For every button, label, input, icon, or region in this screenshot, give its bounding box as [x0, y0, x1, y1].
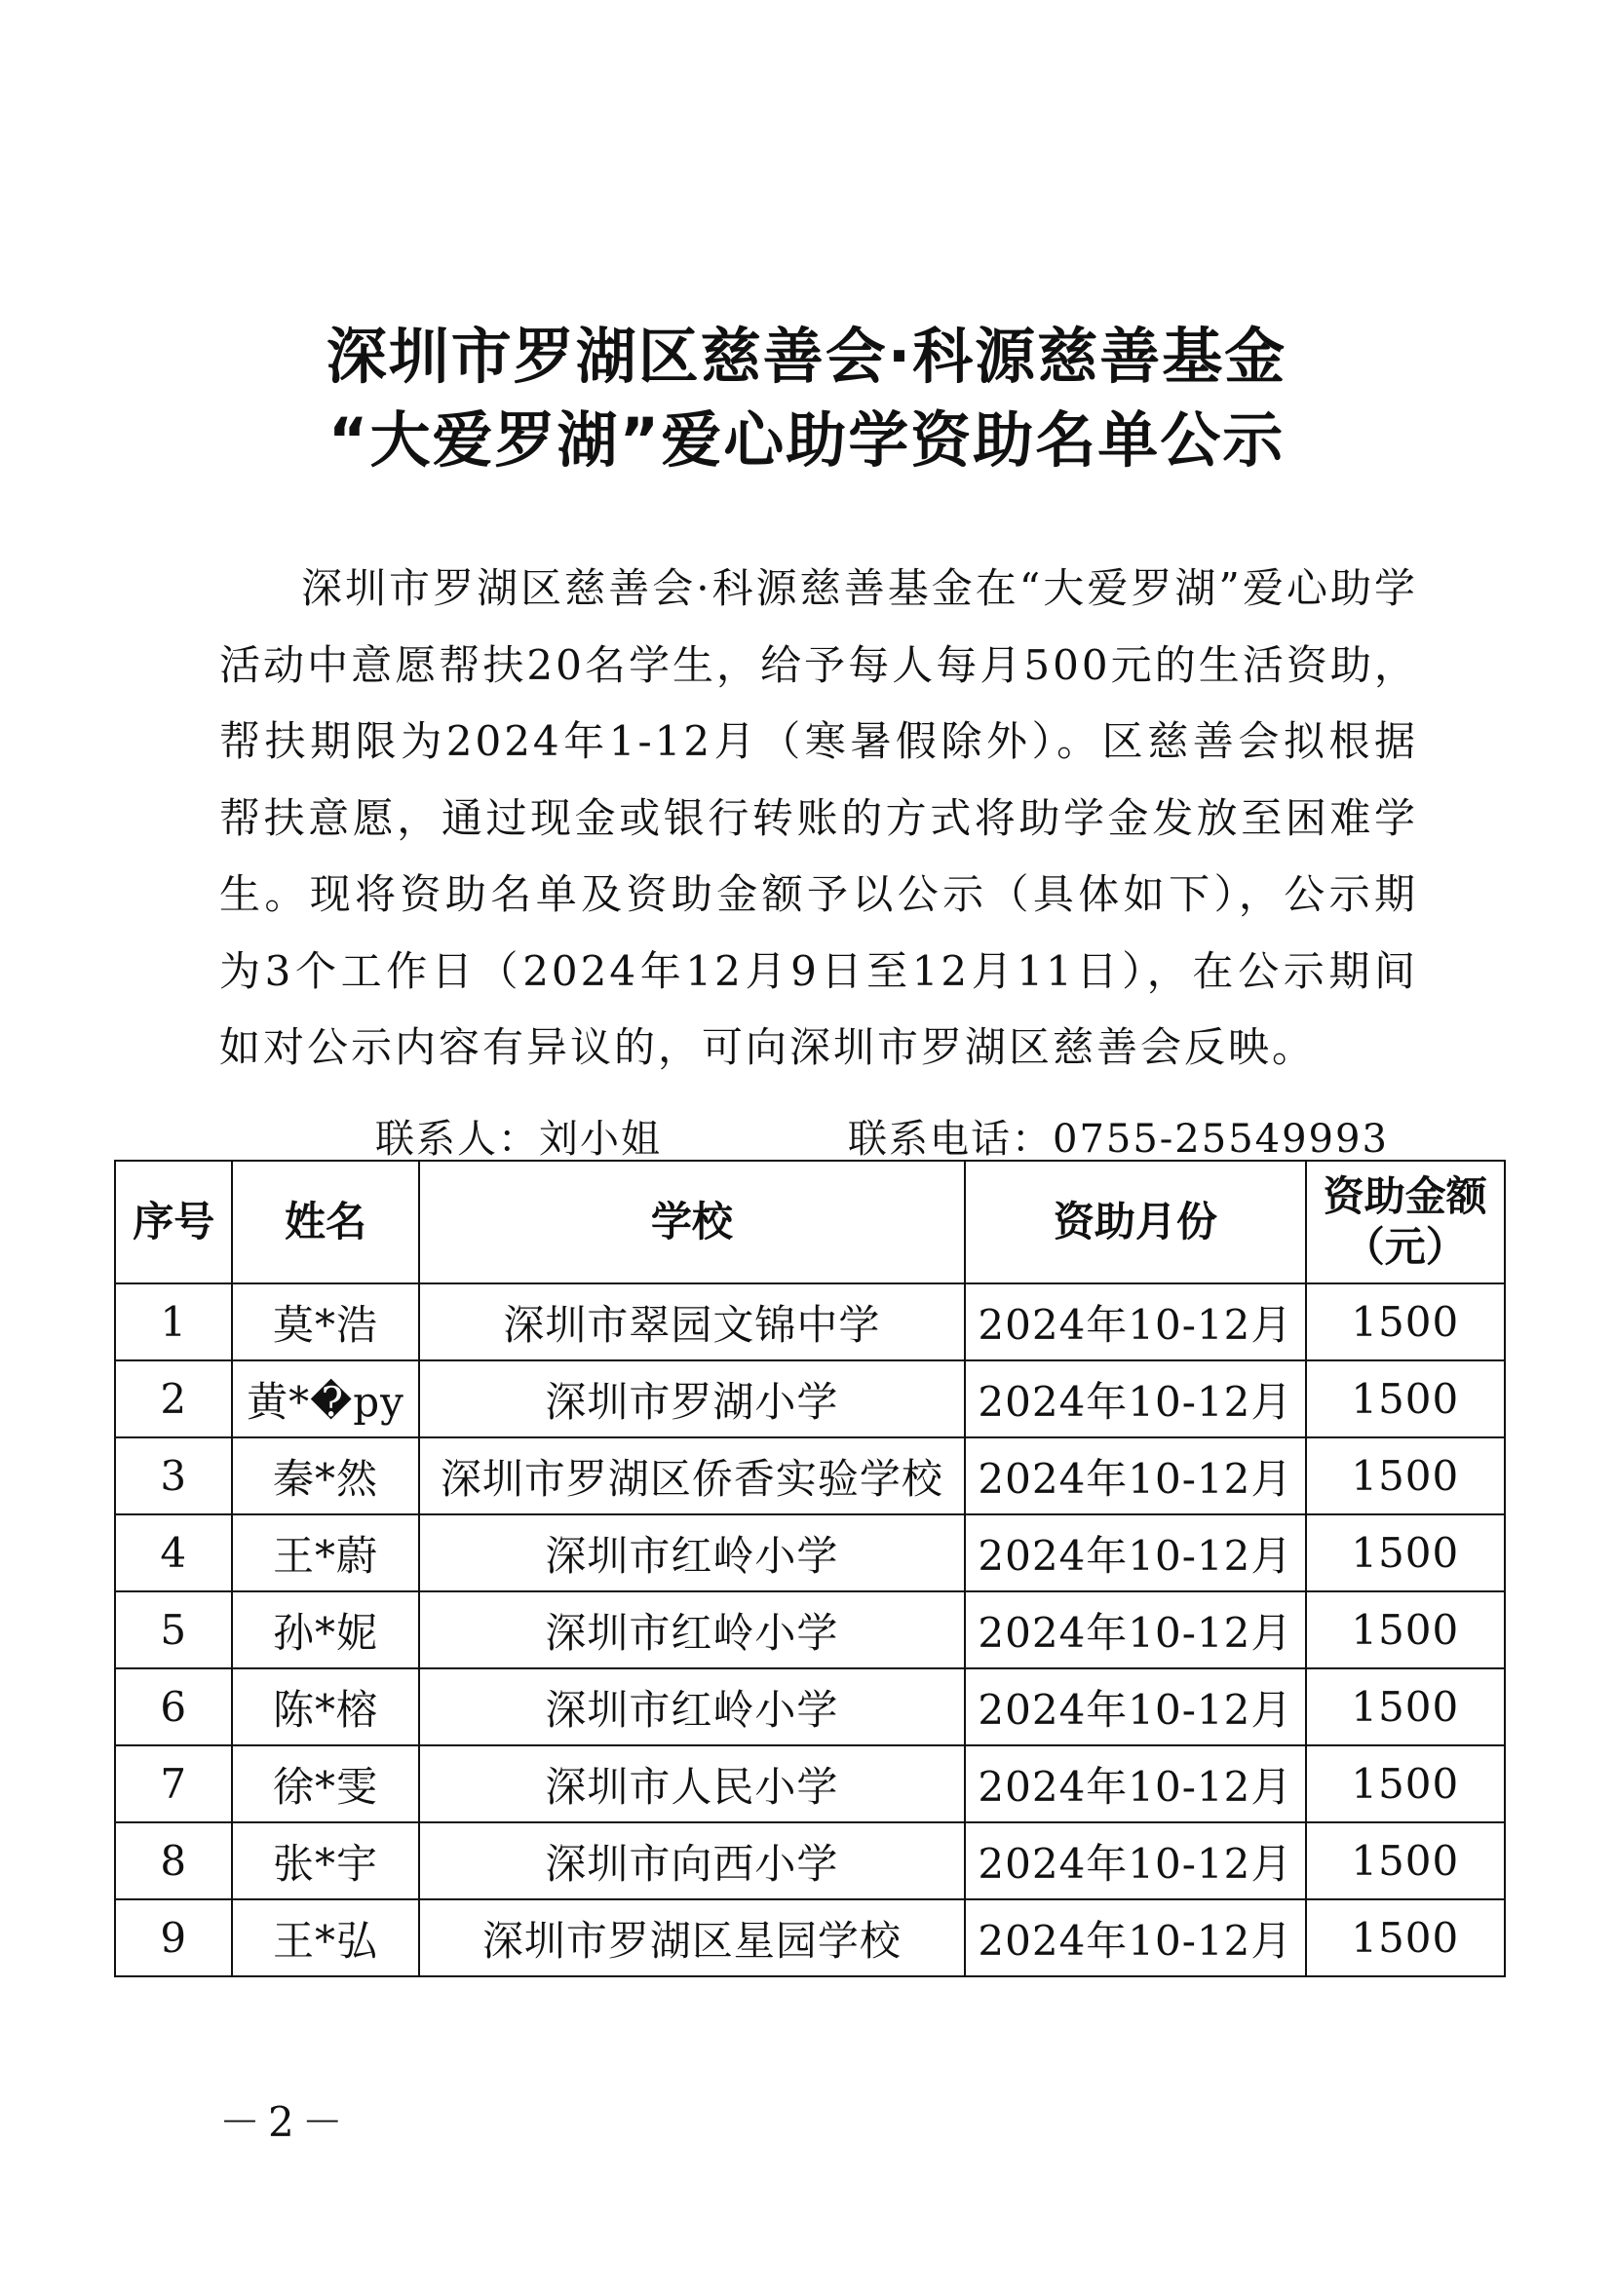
table-row: [115, 1360, 1505, 1437]
cell-school: 深圳市红岭小学: [419, 1514, 966, 1591]
cell-name: 孙*妮: [232, 1591, 418, 1668]
header-amount: [1306, 1161, 1505, 1283]
table-row: [115, 1283, 1505, 1360]
cell-month: 2024年10-12月: [965, 1899, 1305, 1976]
table-row: [115, 1591, 1505, 1668]
cell-seq: 5: [115, 1591, 232, 1668]
cell-amount: 1500: [1306, 1360, 1505, 1437]
header-amount-line-2: （元）: [1343, 1223, 1467, 1271]
header-month: 资助月份: [965, 1161, 1305, 1283]
cell-name: 张*宇: [232, 1822, 418, 1899]
cell-amount: 1500: [1306, 1822, 1505, 1899]
cell-name: 黄*�py: [232, 1360, 418, 1437]
cell-school: 深圳市罗湖小学: [419, 1360, 966, 1437]
cell-amount: 1500: [1306, 1745, 1505, 1822]
cell-school: 深圳市人民小学: [419, 1745, 966, 1822]
table-header-row: [115, 1161, 1505, 1283]
cell-seq: 1: [115, 1283, 232, 1360]
contact-person: 联系人：刘小姐: [375, 1117, 662, 1162]
cell-month: 2024年10-12月: [965, 1437, 1305, 1514]
page-number: －2－: [219, 2098, 351, 2146]
document-title-line-2: “大爱罗湖”爱心助学资助名单公示: [327, 404, 1286, 476]
cell-month: 2024年10-12月: [965, 1745, 1305, 1822]
table-row: [115, 1668, 1505, 1745]
cell-amount: 1500: [1306, 1668, 1505, 1745]
cell-school: 深圳市罗湖区星园学校: [419, 1899, 966, 1976]
table-row: [115, 1822, 1505, 1899]
cell-month: 2024年10-12月: [965, 1822, 1305, 1899]
cell-month: 2024年10-12月: [965, 1514, 1305, 1591]
announcement-paragraph: 深圳市罗湖区慈善会·科源慈善基金在“大爱罗湖”爱心助学活动中意愿帮扶20名学生，给予每人每月500元的生活资助，帮扶期限为2024年1-12月（寒暑假除外）。区慈善会拟根据帮扶意愿，通过现金或银行转账的方式将助学金发放至困难学生。现将资助名单及资助金额予以公示（具体如下），公示期为3个工作日（2024年12月9日至12月11日），在公示期间如对公示内容有异议的，可向深圳市罗湖区慈善会反映。: [219, 564, 1418, 1071]
cell-school: 深圳市翠园文锦中学: [419, 1283, 966, 1360]
header-name: 姓名: [232, 1161, 418, 1283]
cell-school: 深圳市红岭小学: [419, 1591, 966, 1668]
cell-seq: 4: [115, 1514, 232, 1591]
cell-seq: 7: [115, 1745, 232, 1822]
cell-seq: 9: [115, 1899, 232, 1976]
cell-amount: 1500: [1306, 1591, 1505, 1668]
cell-seq: 6: [115, 1668, 232, 1745]
cell-amount: 1500: [1306, 1899, 1505, 1976]
cell-month: 2024年10-12月: [965, 1668, 1305, 1745]
cell-amount: 1500: [1306, 1283, 1505, 1360]
cell-seq: 3: [115, 1437, 232, 1514]
grant-list-table: [114, 1160, 1506, 1977]
cell-name: 徐*雯: [232, 1745, 418, 1822]
cell-month: 2024年10-12月: [965, 1591, 1305, 1668]
table-body: [115, 1283, 1505, 1976]
cell-seq: 2: [115, 1360, 232, 1437]
header-seq: 序号: [115, 1161, 232, 1283]
cell-month: 2024年10-12月: [965, 1283, 1305, 1360]
cell-name: 陈*榕: [232, 1668, 418, 1745]
contact-phone: 联系电话：0755-25549993: [848, 1117, 1389, 1162]
cell-school: 深圳市向西小学: [419, 1822, 966, 1899]
cell-amount: 1500: [1306, 1514, 1505, 1591]
cell-seq: 8: [115, 1822, 232, 1899]
table-row: [115, 1745, 1505, 1822]
header-amount-line-1: 资助金额: [1323, 1172, 1487, 1220]
header-school: 学校: [419, 1161, 966, 1283]
cell-name: 秦*然: [232, 1437, 418, 1514]
cell-amount: 1500: [1306, 1437, 1505, 1514]
cell-month: 2024年10-12月: [965, 1360, 1305, 1437]
cell-school: 深圳市罗湖区侨香实验学校: [419, 1437, 966, 1514]
table-row: [115, 1437, 1505, 1514]
table-row: [115, 1899, 1505, 1976]
table-row: [115, 1514, 1505, 1591]
cell-name: 王*蔚: [232, 1514, 418, 1591]
document-title-line-1: 深圳市罗湖区慈善会·科源慈善基金: [326, 321, 1287, 392]
cell-name: 莫*浩: [232, 1283, 418, 1360]
cell-name: 王*弘: [232, 1899, 418, 1976]
cell-school: 深圳市红岭小学: [419, 1668, 966, 1745]
